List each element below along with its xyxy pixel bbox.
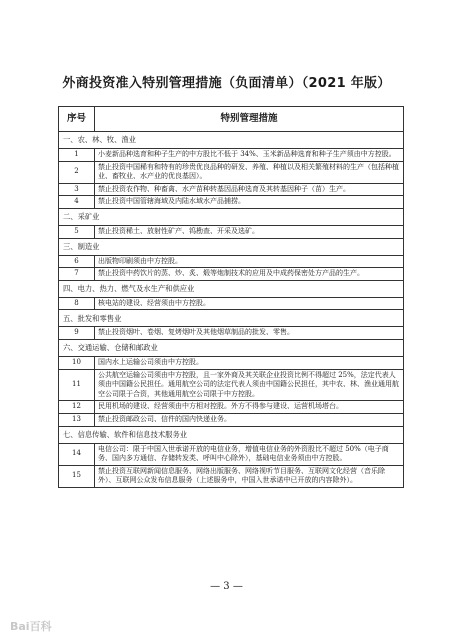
table-row	[59, 149, 404, 162]
row-number: 3	[59, 183, 95, 196]
measure-text: 禁止投资农作物、种畜禽、水产苗种转基因品种选育及其转基因种子（苗）生产。	[95, 183, 404, 196]
row-number: 13	[59, 413, 95, 426]
table-header-row	[59, 107, 404, 132]
section-heading: 四、电力、热力、燃气及水生产和供应业	[59, 280, 404, 297]
measure-text: 小麦新品种选育和种子生产的中方股比不低于 34%、玉米新品种选育和种子生产须由中方控股。	[95, 149, 404, 162]
table-row	[59, 443, 404, 465]
section-row	[59, 339, 404, 356]
table-row	[59, 183, 404, 196]
table-row	[59, 225, 404, 238]
table-row	[59, 413, 404, 426]
table-row	[59, 297, 404, 310]
row-number: 8	[59, 297, 95, 310]
negative-list-table	[58, 106, 404, 488]
section-heading: 六、交通运输、仓储和邮政业	[59, 339, 404, 356]
table-row	[59, 255, 404, 268]
measure-text: 电信公司：限于中国入世承诺开放的电信业务，增值电信业务的外资股比不超过 50%（电子商务、国内多方通信、存储转发类、呼叫中心除外），基础电信业务须由中方控股。	[95, 443, 404, 465]
section-row	[59, 280, 404, 297]
section-row	[59, 238, 404, 255]
row-number: 10	[59, 356, 95, 369]
section-row	[59, 132, 404, 149]
section-heading: 一、农、林、牧、渔业	[59, 132, 404, 149]
row-number: 12	[59, 401, 95, 414]
section-row	[59, 310, 404, 327]
header-measures: 特别管理措施	[95, 107, 404, 132]
row-number: 11	[59, 369, 95, 401]
measure-text: 禁止投资中国管辖海域及内陆水域水产品捕捞。	[95, 196, 404, 209]
row-number: 6	[59, 255, 95, 268]
measure-text: 国内水上运输公司须由中方控股。	[95, 356, 404, 369]
page-number: — 3 —	[210, 581, 243, 592]
baike-watermark: Bai百科	[10, 620, 52, 633]
section-heading: 三、制造业	[59, 238, 404, 255]
row-number: 1	[59, 149, 95, 162]
document-title: 外商投资准入特别管理措施（负面清单）（2021 年版）	[62, 76, 391, 91]
row-number: 15	[59, 465, 95, 487]
row-number: 9	[59, 327, 95, 340]
measure-text: 出版物印刷须由中方控股。	[95, 255, 404, 268]
row-number: 2	[59, 161, 95, 183]
section-row	[59, 208, 404, 225]
measure-text: 公共航空运输公司须由中方控股，且一家外商及其关联企业投资比例不得超过 25%，法定代表人须由中国籍公民担任。通用航空公司的法定代表人须由中国籍公民担任，其中农、林、渔业通用航空公司限于合资，其他通用航空公司限于中方控股。	[95, 369, 404, 401]
measure-text: 禁止投资互联网新闻信息服务、网络出版服务、网络视听节目服务、互联网文化经营（音乐除外）、互联网公众发布信息服务（上述服务中，中国入世承诺中已开放的内容除外）。	[95, 465, 404, 487]
measure-text: 核电站的建设、经营须由中方控股。	[95, 297, 404, 310]
table-row	[59, 268, 404, 281]
row-number: 7	[59, 268, 95, 281]
measure-text: 禁止投资中国稀有和特有的珍贵优良品种的研发、养殖、种植以及相关繁殖材料的生产（包括种植业、畜牧业、水产业的优良基因）。	[95, 161, 404, 183]
measure-text: 禁止投资烟叶、卷烟、复烤烟叶及其他烟草制品的批发、零售。	[95, 327, 404, 340]
section-heading: 五、批发和零售业	[59, 310, 404, 327]
measure-text: 禁止投资中药饮片的蒸、炒、炙、煅等炮制技术的应用及中成药保密处方产品的生产。	[95, 268, 404, 281]
table-row	[59, 401, 404, 414]
measure-text: 民用机场的建设、经营须由中方相对控股。外方不得参与建设、运营机场塔台。	[95, 401, 404, 414]
table-row	[59, 465, 404, 487]
row-number: 14	[59, 443, 95, 465]
table-row	[59, 327, 404, 340]
section-row	[59, 426, 404, 443]
section-heading: 二、采矿业	[59, 208, 404, 225]
section-heading: 七、信息传输、软件和信息技术服务业	[59, 426, 404, 443]
measure-text: 禁止投资稀土、放射性矿产、钨勘查、开采及选矿。	[95, 225, 404, 238]
row-number: 4	[59, 196, 95, 209]
table-body	[59, 132, 404, 488]
table-row	[59, 161, 404, 183]
header-serial-number: 序号	[59, 107, 95, 132]
table-row	[59, 369, 404, 401]
row-number: 5	[59, 225, 95, 238]
measure-text: 禁止投资邮政公司、信件的国内快递业务。	[95, 413, 404, 426]
table-row	[59, 196, 404, 209]
table-row	[59, 356, 404, 369]
